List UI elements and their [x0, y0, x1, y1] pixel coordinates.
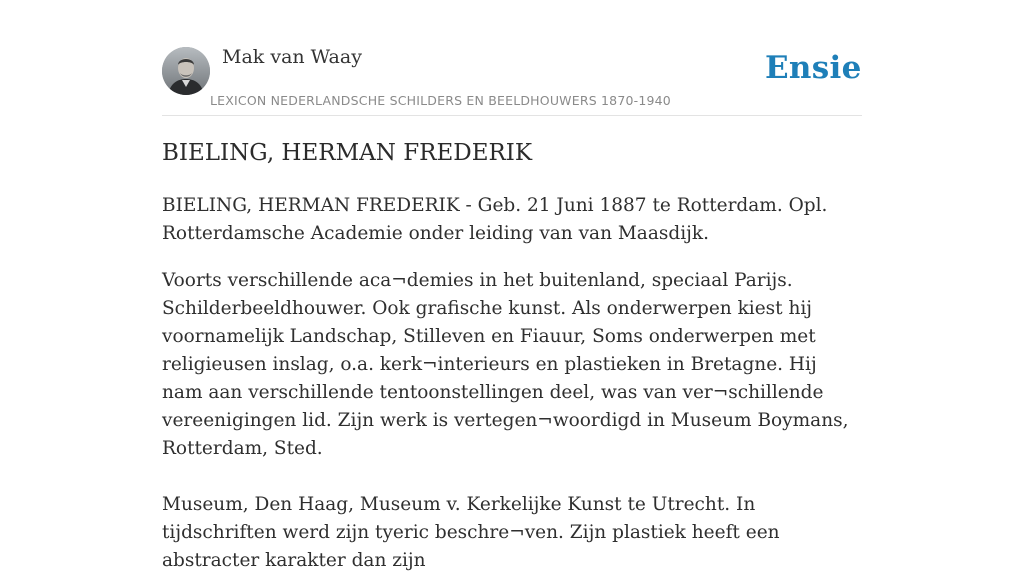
author-avatar[interactable] — [162, 47, 210, 95]
lexicon-title[interactable]: LEXICON NEDERLANDSCHE SCHILDERS EN BEELDHOUWERS 1870-1940 — [210, 93, 671, 108]
entry-paragraph: BIELING, HERMAN FREDERIK - Geb. 21 Juni 1887 te Rotterdam. Opl. Rotterdamsche Academie onder leiding van van Maasdijk. — [162, 195, 828, 244]
entry-title: BIELING, HERMAN FREDERIK — [162, 140, 533, 166]
portrait-icon — [162, 47, 210, 95]
entry-paragraph: Museum, Den Haag, Museum v. Kerkelijke Kunst te Utrecht. In tijdschriften werd zijn tyeric beschre¬ven. Zijn plastiek heeft een abstracter karakter dan zijn — [162, 494, 780, 571]
entry-body — [162, 192, 862, 575]
ensie-logo[interactable]: Ensie — [765, 50, 862, 86]
header-divider — [162, 115, 862, 116]
entry-paragraph: Voorts verschillende aca¬demies in het buitenland, speciaal Parijs. Schilderbeeldhouwer. Ook grafische kunst. Als onderwerpen kiest hij voornamelijk Landschap, Stilleven en Fiauur, Soms onderwerpen met religieusen inslag, o.a. kerk¬interieurs en plastieken in Bretagne. Hij nam aan verschillende tentoonstellingen deel, was van ver¬schillende vereenigingen lid. Zijn werk is vertegen¬woordigd in Museum Boymans, Rotterdam, Sted. — [162, 270, 849, 459]
author-name[interactable]: Mak van Waay — [222, 46, 362, 68]
